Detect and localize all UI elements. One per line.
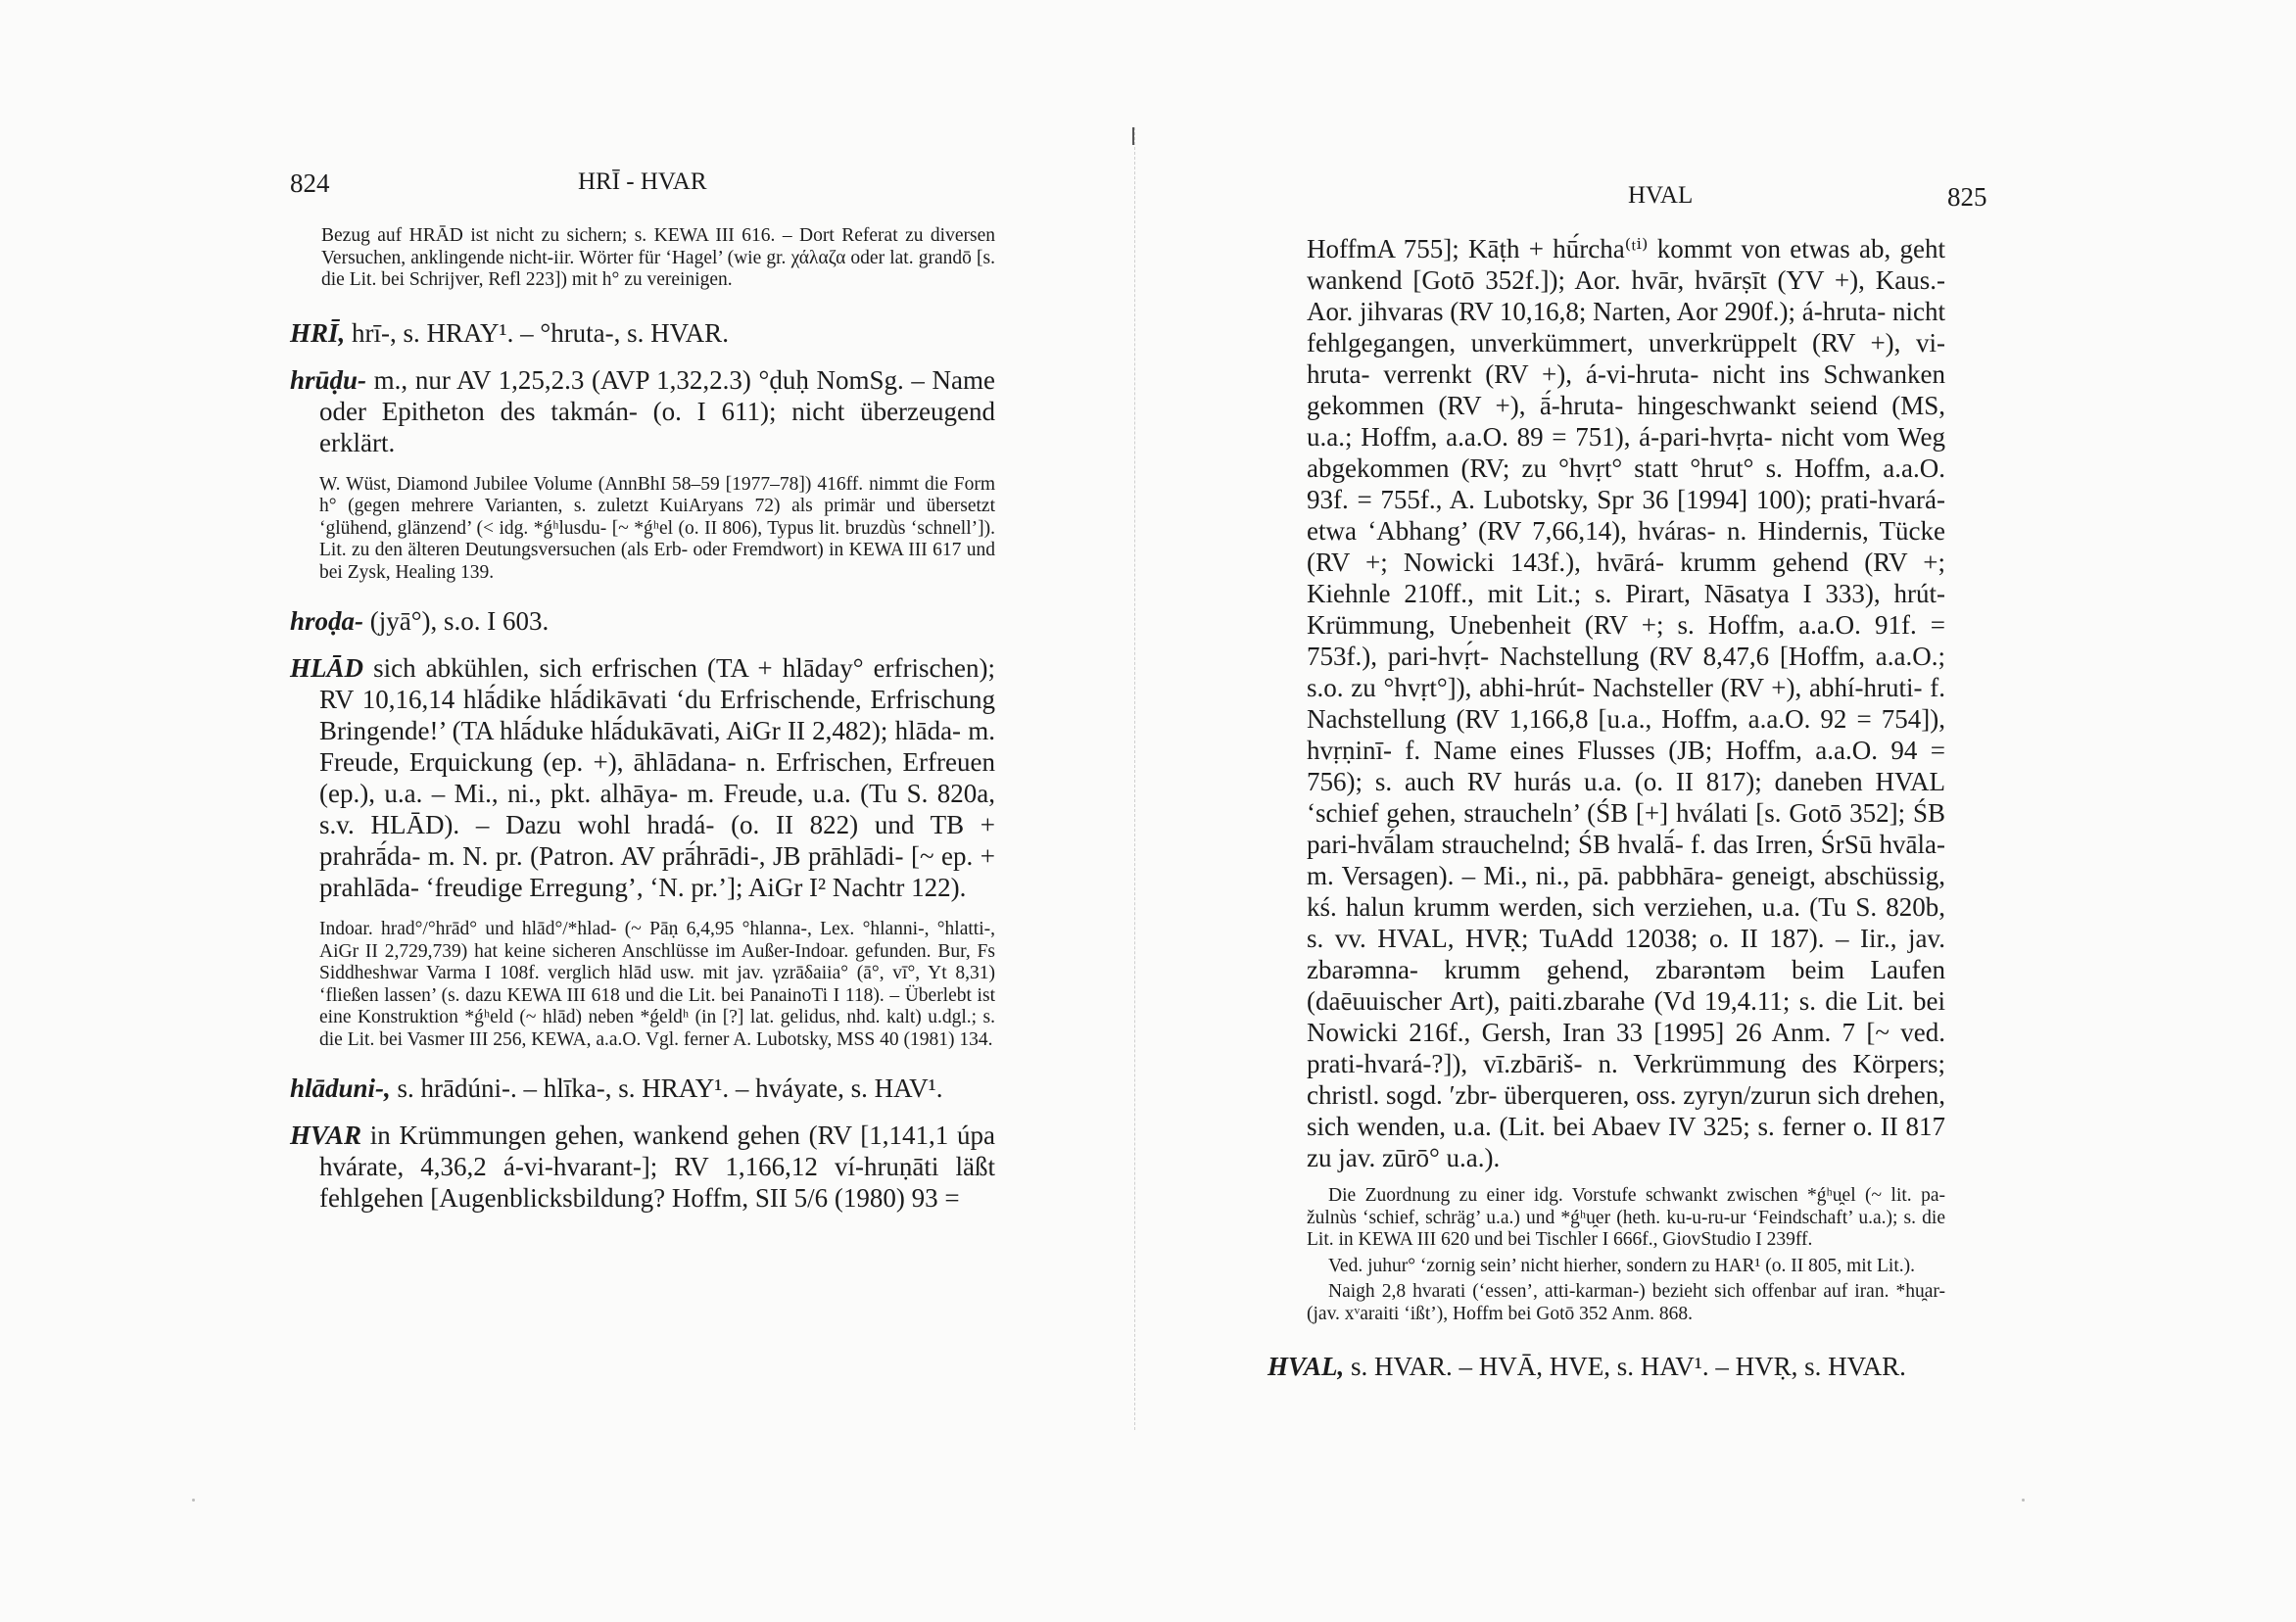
lemma: HLĀD xyxy=(290,653,364,683)
lemma: hroḍa- xyxy=(290,606,364,636)
note-text: Die Zuordnung zu einer idg. Vorstufe schwankt zwischen *ǵʰu̯el (~ lit. pa-žulnùs ‘schief, schräg’ u.a.) und *ǵʰu̯er (heth. ku-u-ru-ur ‘Feindschaft’ u.a.); s. die Lit. in KEWA III 620 und bei Tischler I 666f., GiovStudio I 239ff. xyxy=(1307,1185,1945,1250)
entry-hval xyxy=(1268,1351,1945,1382)
note-text: Ved. juhur° ‘zornig sein’ nicht hierher, sondern zu HAR¹ (o. II 805, mit Lit.). xyxy=(1328,1255,1915,1276)
entry-text: (jyā°), s.o. I 603. xyxy=(363,606,550,636)
page-number: 824 xyxy=(290,168,330,198)
book-gutter xyxy=(1134,127,1135,1430)
entry-note xyxy=(1307,1281,1945,1325)
entry-note xyxy=(1307,1256,1945,1278)
entry-hvar xyxy=(290,1120,995,1214)
entry-hri xyxy=(290,317,995,349)
lemma: hrūḍu- xyxy=(290,364,367,395)
entry-text: sich abkühlen, sich erfrischen (TA + hlāday° erfrischen); RV 10,16,14 hlā́dike hlā́dikāvati ‘du Erfrischende, Erfrischung Bringende!’ (TA hlā́duke hlā́dukāvati, AiGr II 2,482); hlāda- m. Freude, Erquickung (ep. +), āhlādana- n. Erfrischen, Erfreuen (ep.), u.a. – Mi., ni., pkt. alhāya- m. Freude, u.a. (Tu S. 820a, s.v. HLĀD). – Dazu wohl hradá- (o. II 822) und TB + prahrā́da- m. N. pr. (Patron. AV prā́hrādi-, JB prāhlādi- [~ ep. + prahlāda- ‘freudige Erregung’, ‘N. pr.’]; AiGr I² Nachtr 122). xyxy=(319,653,995,902)
lemma: HVAR xyxy=(290,1121,362,1150)
entry-hrudu xyxy=(290,364,995,458)
entry-note: Bezug auf HRĀD ist nicht zu sichern; s. KEWA III 616. – Dort Referat zu diversen Versuchen, anklingende nicht-iir. Wörter für ‘Hagel’ (wie gr. χάλαζα oder lat. grandō [s. die Lit. bei Schrijver, Refl 223]) mit h° zu vereinigen. xyxy=(321,225,995,290)
entry-hroda xyxy=(290,605,995,637)
entry-text: hrī-, s. HRAY¹. – °hruta-, s. HVAR. xyxy=(345,317,729,348)
entry-text: m., nur AV 1,25,2.3 (AVP 1,32,2.3) °ḍuḥ NomSg. – Name oder Epitheton des takmán- (o. I 611); nicht überzeugend erklärt. xyxy=(319,364,995,457)
entry-hladuni xyxy=(290,1073,995,1104)
running-head: HRĪ - HVAR xyxy=(578,168,707,195)
right-column xyxy=(1268,233,1945,1398)
lemma: HVAL, xyxy=(1268,1352,1345,1381)
entry-hlad xyxy=(290,652,995,903)
left-column xyxy=(290,225,995,1229)
lemma: hlāduni-, xyxy=(290,1073,391,1103)
entry-note: W. Wüst, Diamond Jubilee Volume (AnnBhI 58–59 [1977–78]) 416ff. nimmt die Form h° (gegen mehrere Varianten, s. zuletzt KuiAryans 72) als primär und übersetzt ‘glühend, glänzend’ (< idg. *ǵʰlusdu- [~ *ǵʰel (o. II 806), Typus lit. bruzdùs ‘schnell’]). Lit. zu den älteren Deutungsversuchen (als Erb- oder Fremdwort) in KEWA III 617 und bei Zysk, Healing 139. xyxy=(319,473,995,583)
note-text: Naigh 2,8 hvarati (‘essen’, atti-karman-) bezieht sich offenbar auf iran. *hu̯ar- (jav. xᵛaraiti ‘ißt’), Hoffm bei Gotō 352 Anm. 868. xyxy=(1307,1281,1945,1324)
entry-text: s. hrādúni-. – hlīka-, s. HRAY¹. – hváyate, s. HAV¹. xyxy=(390,1073,943,1103)
entry-text: s. HVAR. – HVĀ, HVE, s. HAV¹. – HVṚ, s. HVAR. xyxy=(1344,1352,1906,1381)
entry-hvar-continued: HoffmA 755]; Kāṭh + hū́rcha⁽ᵗⁱ⁾ kommt von etwas ab, geht wankend [Gotō 352f.]); Aor. hvār, hvārṣīt (YV +), Kaus.-Aor. jihvaras (RV 10,16,8; Narten, Aor 290f.); á-hruta- nicht fehlgegangen, unverkümmert, unverkrüppelt (RV +), vi-hruta- verrenkt (RV +), á-vi-hruta- nicht ins Schwanken gekommen (RV +), ā́-hruta- hingeschwankt seiend (MS, u.a.; Hoffm, a.a.O. 89 = 751), á-pari-hvṛta- nicht vom Weg abgekommen (RV; zu °hvṛt° statt °hrut° s. Hoffm, a.a.O. 93f. = 755f., A. Lubotsky, Spr 36 [1994] 100); prati-hvará- etwa ‘Abhang’ (RV 7,66,14), hváras- n. Hindernis, Tücke (RV +; Nowicki 143f.), hvārá- krumm gehend (RV +; Kiehnle 210ff., mit Lit.; s. Pirart, Nāsatya I 333), hrút- Krümmung, Unebenheit (RV +; s. Hoffm, a.a.O. 91f. = 753f.), pari-hvṛ́t- Nachstellung (RV 8,47,6 [Hoffm, a.a.O.; s.o. zu °hvṛt°]), abhi-hrút- Nachsteller (RV +), abhí-hruti- f. Nachstellung (RV 1,166,8 [u.a., Hoffm, a.a.O. 92 = 754]), hvṛṇinī- f. Name eines Flusses (JB; Hoffm, a.a.O. 94 = 756); s. auch RV hurás u.a. (o. II 817); daneben HVAL ‘schief gehen, straucheln’ (ŚB [+] hválati [s. Gotō 352]; ŚB pari-hvā́lam strauchelnd; ŚB hvalā́- f. das Irren, ŚrSū hvāla- m. Versagen). – Mi., ni., pā. pabbhāra- geneigt, abschüssig, kś. halun krumm werden, sich verziehen, u.a. (Tu S. 820b, s. vv. HVAL, HVṚ; TuAdd 12038; o. II 187). – Iir., jav. zbarəmna- krumm gehend, zbarəntəm beim Laufen (daēuuischer Art), paiti.zbarahe (Vd 19,4.11; s. die Lit. bei Nowicki 216f., Gersh, Iran 33 [1995] 26 Anm. 7 [~ ved. prati-hvará-?]), vī.zbāriš- n. Verkrümmung des Körpers; christl. sogd. ′zbr- überqueren, oss. zyryn/zurun sich drehen, sich wenden, u.a. (Lit. bei Abaev IV 325; s. ferner o. II 817 zu jav. zūrō° u.a.). xyxy=(1307,234,1945,1172)
running-head: HVAL xyxy=(1628,182,1694,209)
gutter-mark xyxy=(1132,127,1134,145)
page-number: 825 xyxy=(1947,182,1987,212)
entry-text: in Krümmungen gehen, wankend gehen (RV [1,141,1 úpa hvárate, 4,36,2 á-vi-hvarant-]; RV 1,166,12 ví-hruṇāti läßt fehlgehen [Augenblicksbildung? Hoffm, SII 5/6 (1980) 93 = xyxy=(319,1121,995,1213)
entry-note: Indoar. hrad°/°hrād° und hlād°/*hlad- (~ Pāṇ 6,4,95 °hlanna-, Lex. °hlanni-, °hlatti-, AiGr II 2,729,739) hat keine sicheren Anschlüsse im Außer-Indoar. gefunden. Bur, Fs Siddheshwar Varma I 108f. verglich hlād usw. mit jav. γzrāδaiia° (ā°, vī°, Yt 8,31) ‘fließen lassen’ (s. dazu KEWA III 618 und die Lit. bei PanainoTi I 118). – Überlebt ist eine Konstruktion *ǵʰeld (~ hlād) neben *ǵeldʰ (in [?] lat. gelidus, nhd. kalt) u.dgl.; s. die Lit. bei Vasmer III 256, KEWA, a.a.O. Vgl. ferner A. Lubotsky, MSS 40 (1981) 134. xyxy=(319,919,995,1050)
entry-note xyxy=(1307,1185,1945,1252)
lemma: HRĪ, xyxy=(290,317,346,348)
